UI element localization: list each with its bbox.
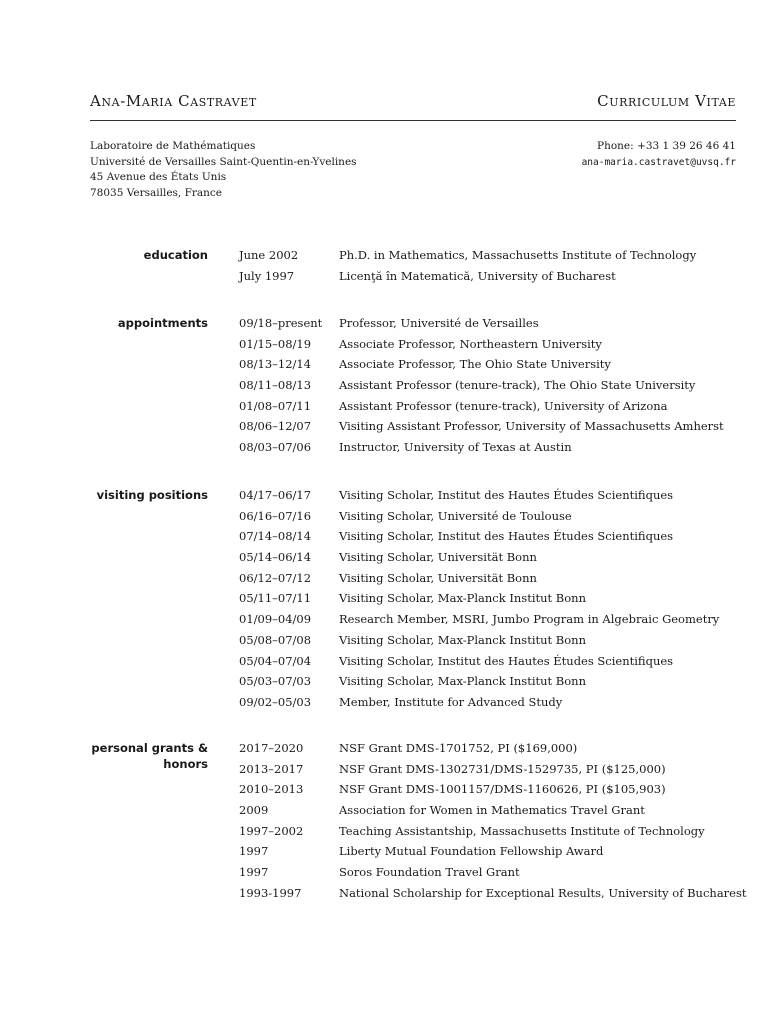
entry-description: NSF Grant DMS-1001157/DMS-1160626, PI ($105,903) [339,782,666,797]
entry-description: Member, Institute for Advanced Study [339,694,563,709]
entry-description: Soros Foundation Travel Grant [339,865,520,880]
entry-date: 05/14–06/14 [239,550,312,565]
address-line: Université de Versailles Saint-Quentin-en-Yvelines [90,155,357,168]
email-address: ana-maria.castravet@uvsq.fr [581,156,736,168]
entry-description: Visiting Scholar, Max-Planck Institut Bonn [339,591,586,606]
entry-date: 1997–2002 [239,823,304,838]
entry-description: Professor, Université de Versailles [339,316,539,330]
entry-description: NSF Grant DMS-1701752, PI ($169,000) [339,741,578,755]
entry-date: 04/17–06/17 [239,488,312,502]
section-label-line: honors [163,757,208,771]
address-line: Laboratoire de Mathématiques [90,140,256,152]
entry-description: Visiting Scholar, Université de Toulouse [339,508,572,523]
cv-header [90,90,736,121]
entry-date: 1997 [239,844,269,859]
entry-date: 09/02–05/03 [239,694,312,709]
entry-date: 07/14–08/14 [239,529,312,544]
entry-date: 08/13–12/14 [239,357,312,372]
entry-date: 09/18–present [239,316,323,330]
entry-date: 2009 [239,803,269,818]
entry-date: 05/03–07/03 [239,674,312,689]
entry-date: June 2002 [239,248,299,262]
entry-description: NSF Grant DMS-1302731/DMS-1529735, PI ($125,000) [339,761,666,776]
entry-description: Associate Professor, The Ohio State University [339,357,611,372]
entry-date: 2013–2017 [239,761,304,776]
entry-date: 2017–2020 [239,741,304,755]
entry-date: 06/12–07/12 [239,570,312,585]
entry-description: Licenţă în Matematică, University of Bucharest [339,268,616,283]
entry-date: 2010–2013 [239,782,304,797]
entry-date: July 1997 [239,268,295,283]
entry-description: Assistant Professor (tenure-track), The Ohio State University [339,378,696,393]
section-label [80,740,208,772]
address-line: 45 Avenue des États Unis [90,171,227,183]
document-title: Curriculum Vitae [597,92,736,110]
entry-description: Visiting Scholar, Max-Planck Institut Bonn [339,674,586,689]
section-label: appointments [117,316,208,330]
phone-number: Phone: +33 1 39 26 46 41 [597,140,736,152]
address-line: 78035 Versailles, France [90,186,223,199]
entry-date: 08/03–07/06 [239,440,312,455]
entry-date: 05/11–07/11 [239,591,312,606]
entry-description: Visiting Assistant Professor, University of Massachusetts Amherst [339,419,724,434]
entry-date: 01/08–07/11 [239,398,312,413]
entry-date: 1997 [239,865,269,880]
entry-date: 05/08–07/08 [239,632,312,647]
entry-description: Research Member, MSRI, Jumbo Program in Algebraic Geometry [339,612,720,627]
postal-address [90,139,357,201]
entry-description: Visiting Scholar, Institut des Hautes Études Scientifiques [339,529,674,544]
entry-description: Instructor, University of Texas at Austin [339,440,572,455]
entry-description: Visiting Scholar, Universität Bonn [339,550,537,565]
entry-description: Visiting Scholar, Institut des Hautes Études Scientifiques [339,653,674,668]
entry-description: Teaching Assistantship, Massachusetts Institute of Technology [339,823,705,838]
section-label-line: personal grants & [91,741,208,755]
entry-description: Ph.D. in Mathematics, Massachusetts Institute of Technology [339,248,697,262]
entry-date: 01/15–08/19 [239,336,312,351]
entry-description: Associate Professor, Northeastern University [339,336,602,351]
entry-description: Association for Women in Mathematics Travel Grant [339,803,645,818]
entry-date: 06/16–07/16 [239,508,312,523]
entry-description: Visiting Scholar, Institut des Hautes Études Scientifiques [339,488,674,502]
entry-description: Visiting Scholar, Max-Planck Institut Bonn [339,632,586,647]
entry-description: Assistant Professor (tenure-track), University of Arizona [339,398,668,413]
section-label: visiting positions [96,488,208,502]
entry-date: 01/09–04/09 [239,612,312,627]
section-label: education [143,248,208,262]
entry-date: 08/06–12/07 [239,419,312,434]
author-name: Ana-Maria Castravet [90,92,257,110]
entry-date: 1993-1997 [239,885,302,900]
entry-description: Visiting Scholar, Universität Bonn [339,570,537,585]
contact-info [582,139,736,170]
entry-date: 08/11–08/13 [239,378,312,393]
entry-date: 05/04–07/04 [239,653,312,668]
entry-description: Liberty Mutual Foundation Fellowship Award [339,844,604,859]
entry-description: National Scholarship for Exceptional Results, University of Bucharest [339,885,747,900]
